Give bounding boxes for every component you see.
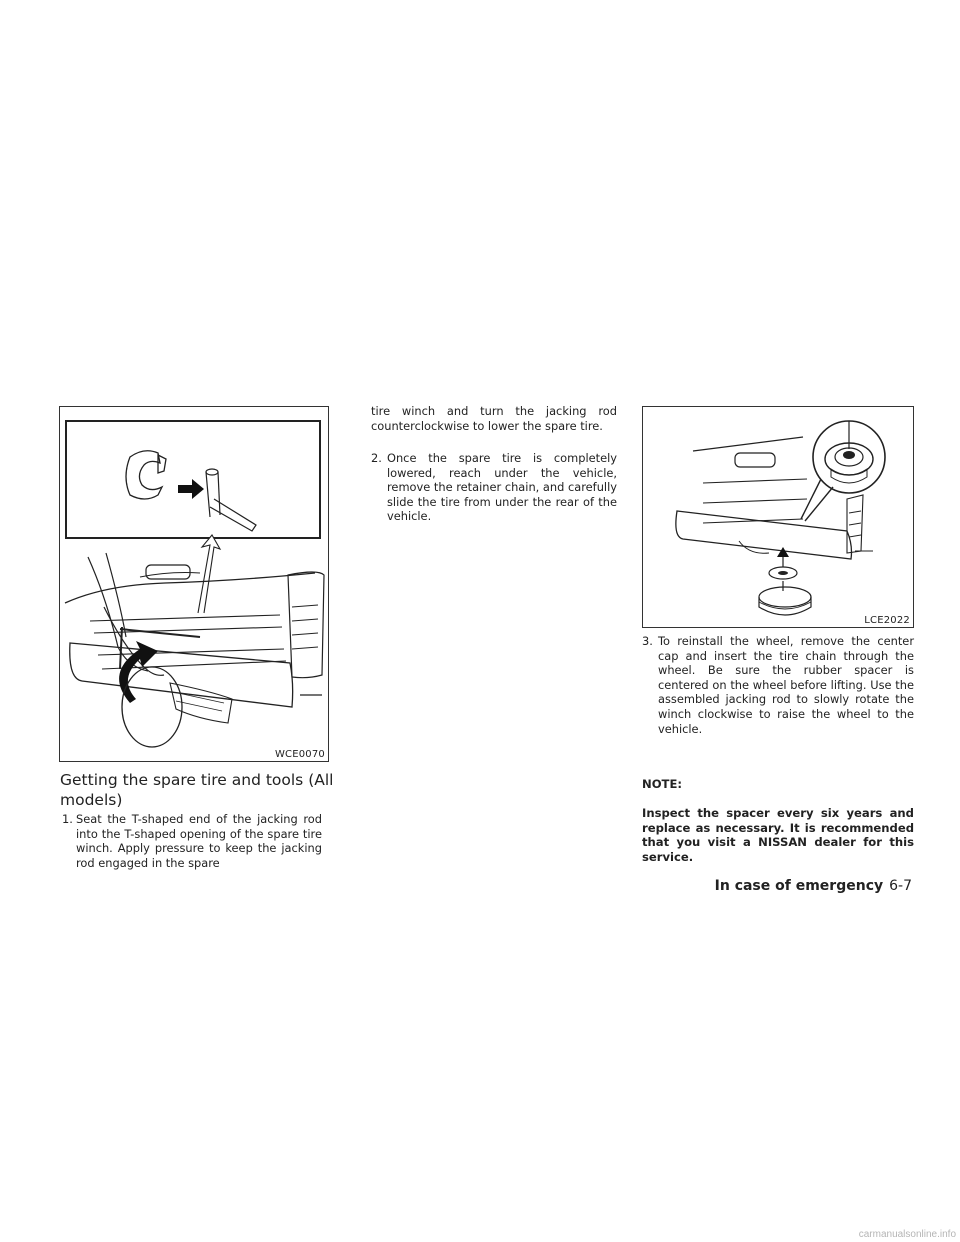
page-footer (715, 878, 912, 894)
footer-section-title: In case of emergency (714, 878, 884, 894)
step-1-continued (371, 404, 617, 433)
figure-code-label: WCE0070 (274, 749, 325, 760)
step-text: tire winch and turn the jacking rod counterclockwise to lower the spare tire. (371, 404, 617, 433)
step-number: 2. (371, 451, 382, 465)
step-number: 3. (642, 634, 653, 648)
step-number: 1. (62, 812, 73, 826)
step-text: To reinstall the wheel, remove the center cap and insert the tire chain through the wheel. Be sure the rubber spacer is centered on the wheel before lifting. Use the assembled jacking rod to slowly rotate the winch clockwise to raise the wheel to the vehicle. (658, 634, 914, 736)
figure-reinstall-wheel (642, 406, 914, 628)
step-3 (642, 634, 914, 736)
step-2 (371, 451, 617, 524)
figure-code-label: LCE2022 (864, 615, 910, 626)
footer-page-number: 6-7 (889, 878, 912, 894)
step-text: Once the spare tire is completely lowered, reach under the vehicle, remove the retainer chain, and carefully slide the tire from under the rear of the vehicle. (387, 451, 617, 524)
section-heading: Getting the spare tire and tools (All models) (60, 771, 334, 809)
step-1 (62, 812, 322, 870)
truck-rear-illustration (60, 407, 330, 763)
watermark: carmanualsonline.info (858, 1229, 956, 1240)
note-label: NOTE: (642, 777, 683, 791)
note-text: Inspect the spacer every six years and replace as necessary. It is recommended that you visit a NISSAN dealer for this service. (642, 806, 914, 864)
step-text: Seat the T-shaped end of the jacking rod into the T-shaped opening of the spare tire winch. Apply pressure to keep the jacking rod engaged in the spare (76, 812, 322, 870)
truck-spare-tire-illustration (643, 407, 915, 629)
figure-jacking-rod-winch (59, 406, 329, 762)
